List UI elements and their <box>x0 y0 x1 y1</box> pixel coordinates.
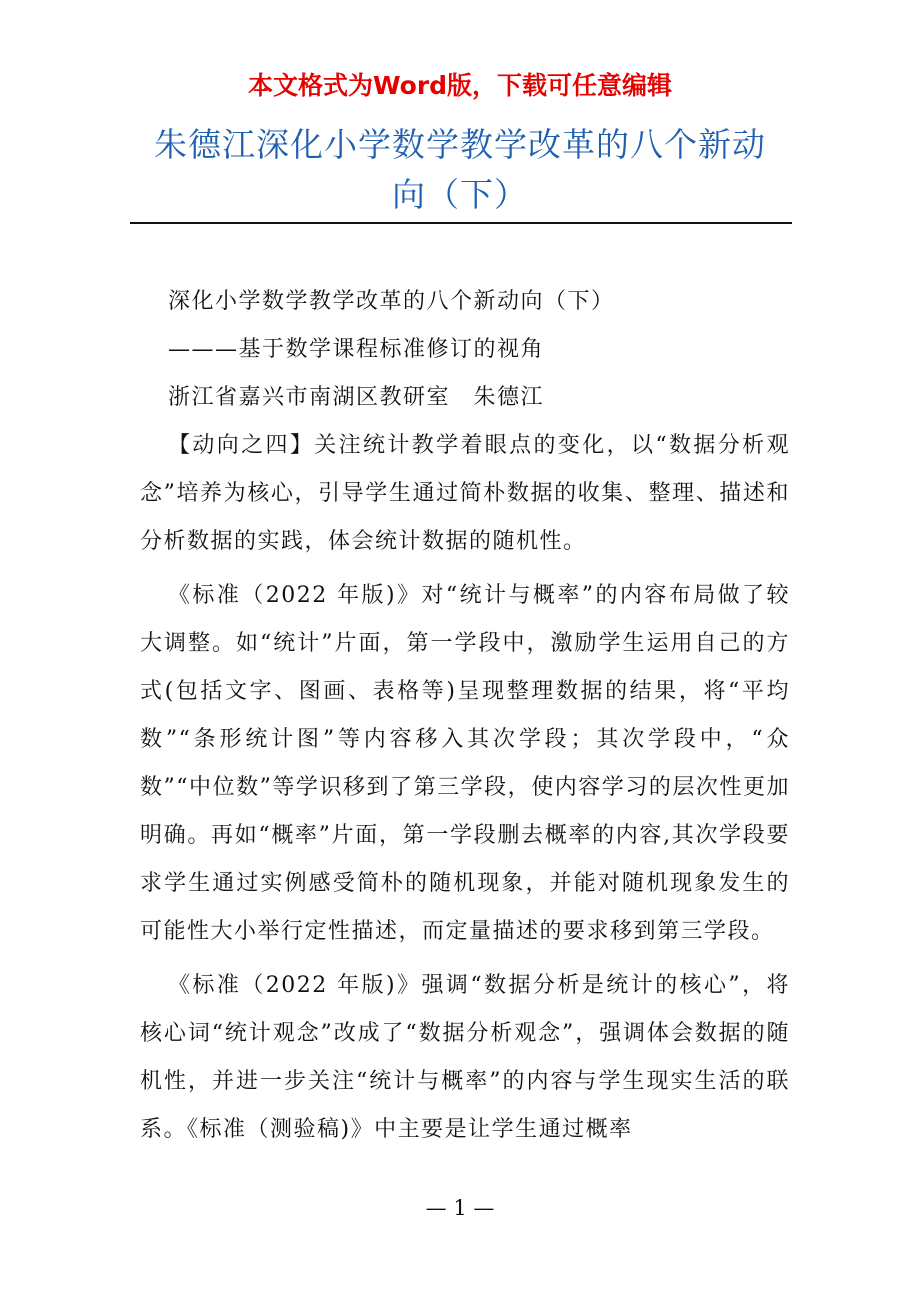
title-line-1: 朱德江深化小学数学教学改革的八个新动 <box>154 125 766 164</box>
page-number: — 1 — <box>425 1196 495 1220</box>
paragraph: 《标准（2022 年版)》强调“数据分析是统计的核心”，将核心词“统计观念”改成了“数据分析观念”，强调体会数据的随机性，并进一步关注“统计与概率”的内容与学生现实生活的联系。《标准（测验稿)》中主要是让学生通过概率 <box>140 973 790 1142</box>
format-notice: 本文格式为Word版，下载可任意编辑 <box>247 71 673 100</box>
paragraph: 【动向之四】关注统计教学着眼点的变化，以“数据分析观念”培养为核心，引导学生通过简朴数据的收集、整理、描述和分析数据的实践，体会统计数据的随机性。 <box>140 433 790 554</box>
article-subtitle: ———基于数学课程标准修订的视角 <box>168 337 545 362</box>
title-divider <box>130 222 792 224</box>
paragraph: 《标准（2022 年版)》对“统计与概率”的内容布局做了较大调整。如“统计”片面，第一学段中，激励学生运用自己的方式(包括文字、图画、表格等)呈现整理数据的结果，将“平均数”“条形统计图”等内容移入其次学段；其次学段中，“众数”“中位数”等学识移到了第三学段，使内容学习的层次性更加明确。再如“概率”片面，第一学段删去概率的内容,其次学段要求学生通过实例感受简朴的随机现象，并能对随机现象发生的可能性大小举行定性描述，而定量描述的要求移到第三学段。 <box>140 583 790 944</box>
article-heading: 深化小学数学教学改革的八个新动向（下） <box>168 289 615 314</box>
title-line-2: 向（下） <box>392 175 528 214</box>
article-body <box>140 278 790 1154</box>
author-line: 浙江省嘉兴市南湖区教研室 朱德江 <box>168 385 545 410</box>
document-title <box>130 120 790 220</box>
